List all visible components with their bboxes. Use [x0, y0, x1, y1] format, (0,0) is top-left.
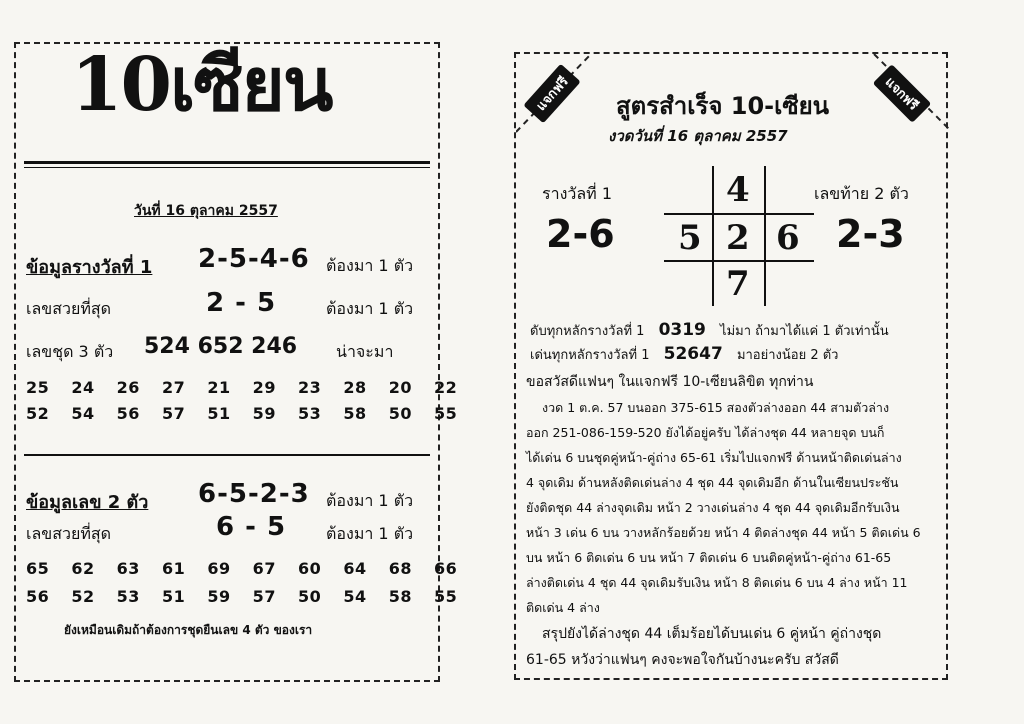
paragraph-line: งวด 1 ต.ค. 57 บนออก 375-615 สองตัวล่างออก 44 สามตัวล่าง [542, 400, 890, 415]
divider [24, 161, 430, 164]
best1-value: 2 - 5 [206, 288, 277, 318]
grid-bottom: 7 [726, 264, 750, 304]
number-cross-grid [664, 166, 814, 306]
logo-10-sian: 10เซียน [71, 42, 332, 128]
number-row-4: 56 52 53 51 59 57 50 54 58 55 [26, 587, 458, 606]
set3-note: น่าจะมา [336, 342, 394, 361]
set3-label: เลขชุด 3 ตัว [26, 342, 114, 361]
paragraph-line: ได้เด่น 6 บนชุดคู่หน้า-คู่ถ่าง 65-61 เริ่มไปแจกฟรี ด้านหน้าติดเด่นล่าง [526, 450, 902, 465]
two-digit-note: ต้องมา 1 ตัว [326, 491, 414, 510]
paragraph-line: ติดเด่น 4 ล่าง [526, 600, 600, 615]
strong-digits-line: เด่นทุกหลักรางวัลที่ 1 52647 มาอย่างน้อย 2 ตัว [530, 344, 839, 364]
two-digit-label: ข้อมูลเลข 2 ตัว [26, 492, 149, 513]
draw-date: วันที่ 16 ตุลาคม 2557 [134, 203, 278, 219]
tail-label: เลขท้าย 2 ตัว [814, 184, 909, 203]
paragraph-line: หน้า 3 เด่น 6 บน วางหลักร้อยด้วย หน้า 4 ติดล่างชุด 44 หน้า 5 ติดเด่น 6 [526, 525, 921, 540]
grid-top: 4 [726, 170, 750, 210]
paragraph-line: ล่างติดเด่น 4 ชุด 44 จุดเดิมรับเงิน หน้า 8 ติดเด่น 6 บน 4 ล่าง หน้า 11 [526, 575, 908, 590]
summary-line: สรุปยังได้ล่างชุด 44 เต็มร้อยได้บนเด่น 6 คู่หน้า คู่ถ่างชุด [542, 626, 882, 642]
prize1-pair: 2-6 [546, 212, 615, 256]
best2-note: ต้องมา 1 ตัว [326, 524, 414, 543]
best1-label: เลขสวยที่สุด [26, 299, 112, 318]
grid-right: 6 [776, 218, 800, 258]
formula-date: งวดวันที่ 16 ตุลาคม 2557 [608, 127, 788, 145]
prize1-note: ต้องมา 1 ตัว [326, 256, 414, 275]
paragraph-line: 4 จุดเดิม ด้านหลังติดเด่นล่าง 4 ชุด 44 จุดเดิมอีก ด้านในเซียนประชัน [526, 475, 899, 490]
free-badge-left: แจกฟรี [523, 64, 581, 124]
set3-value: 524 652 246 [144, 334, 298, 359]
divider [24, 454, 430, 456]
prize1-label: ข้อมูลรางวัลที่ 1 [26, 257, 153, 278]
number-row-2: 52 54 56 57 51 59 53 58 50 55 [26, 404, 458, 423]
tail-pair: 2-3 [836, 212, 905, 256]
summary-line: 61-65 หวังว่าแฟนๆ คงจะพอใจกันบ้างนะครับ สวัสดี [526, 652, 839, 668]
number-row-1: 25 24 26 27 21 29 23 28 20 22 [26, 378, 458, 397]
divider [24, 167, 430, 168]
formula-title: สูตรสำเร็จ 10-เซียน [616, 92, 830, 120]
paragraph-line: ขอสวัสดีแฟนๆ ในแจกฟรี 10-เซียนลิขิต ทุกท่าน [526, 374, 814, 390]
best2-value: 6 - 5 [216, 512, 287, 542]
prize1-label: รางวัลที่ 1 [542, 184, 612, 203]
two-digit-value: 6-5-2-3 [198, 479, 310, 509]
paragraph-line: ยังติดชุด 44 ล่างจุดเดิม หน้า 2 วางเด่นล่าง 4 ชุด 44 จุดเดิมอีกรับเงิน [526, 500, 900, 515]
best1-note: ต้องมา 1 ตัว [326, 299, 414, 318]
paragraph-line: ออก 251-086-159-520 ยังได้อยู่ครับ ได้ล่างชุด 44 หลายจุด บนก็ [526, 425, 885, 440]
prize1-value: 2-5-4-6 [198, 244, 310, 274]
dead-digits-line: ดับทุกหลักรางวัลที่ 1 0319 ไม่มา ถ้ามาได้แค่ 1 ตัวเท่านั้น [530, 320, 889, 340]
paragraph-line: บน หน้า 6 ติดเด่น 6 บน หน้า 7 ติดเด่น 6 บนติดคู่หน้า-คู่ถ่าง 61-65 [526, 550, 892, 565]
right-panel [514, 52, 948, 680]
footer-note: ยังเหมือนเดิมถ้าต้องการชุดยืนเลข 4 ตัว ของเรา [64, 623, 313, 637]
left-panel [14, 42, 458, 682]
best2-label: เลขสวยที่สุด [26, 524, 112, 543]
grid-left: 5 [678, 218, 702, 258]
grid-center: 2 [726, 218, 750, 258]
number-row-3: 65 62 63 61 69 67 60 64 68 66 [26, 559, 458, 578]
free-badge-right: แจกฟรี [873, 64, 932, 123]
